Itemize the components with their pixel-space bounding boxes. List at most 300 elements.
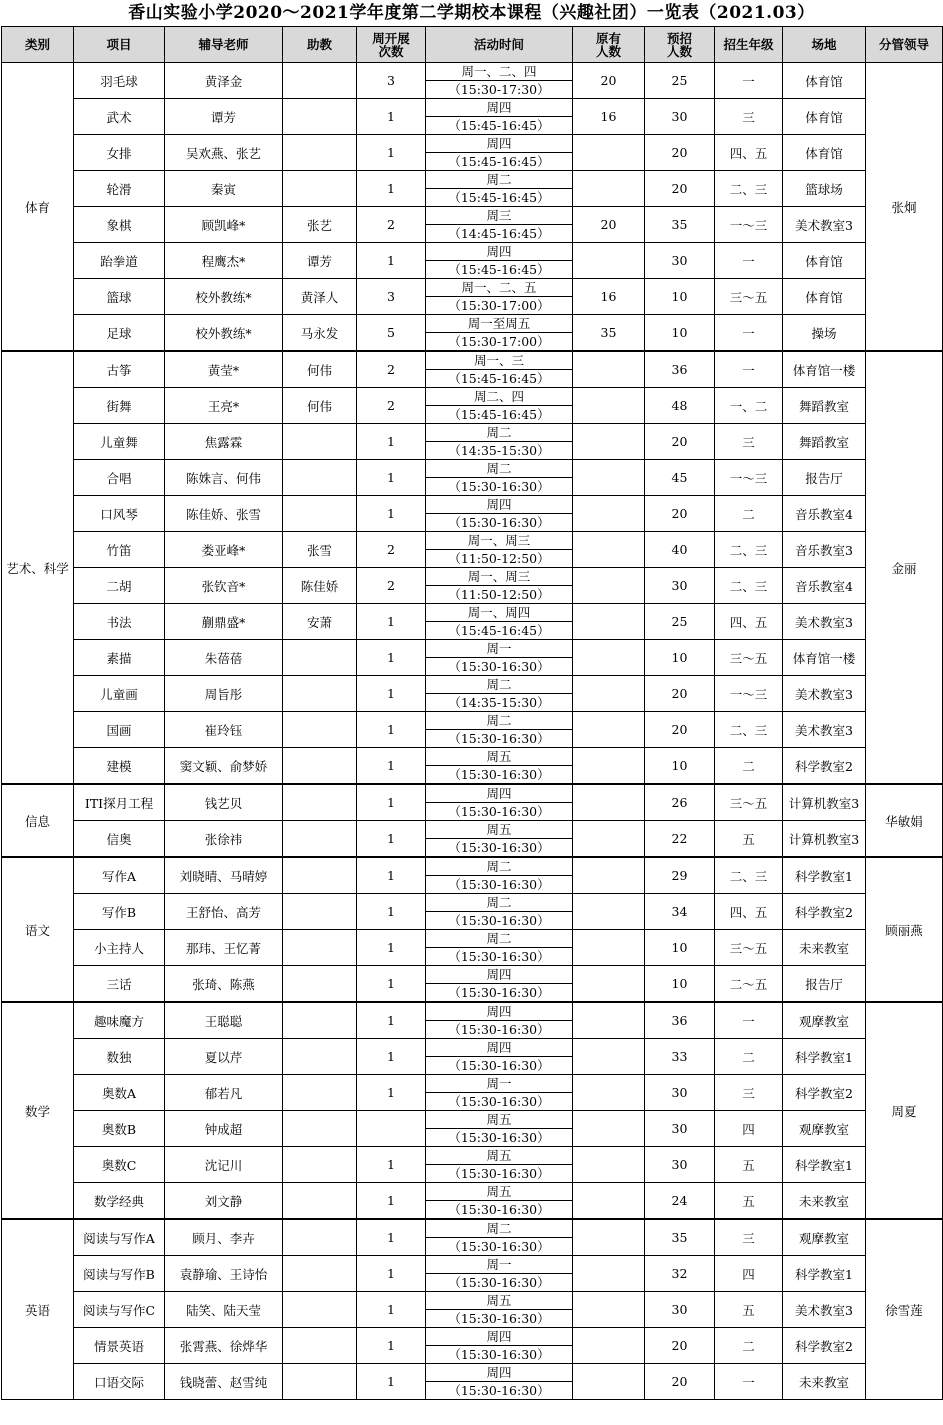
project-cell: 象棋 [74,207,165,243]
assistant-cell [283,1183,357,1220]
teacher-cell: 张钦音* [165,568,283,604]
plan-count-cell: 34 [645,894,715,930]
times-cell: 2 [357,388,426,424]
project-cell: 街舞 [74,388,165,424]
teacher-cell: 崔玲钰 [165,712,283,748]
time-cell [426,207,573,243]
teacher-cell: 张徐祎 [165,821,283,858]
plan-count-cell: 36 [645,1002,715,1039]
venue-cell: 科学教室1 [783,1256,866,1292]
time-hours: （15:30-16:30） [448,913,550,928]
plan-count-cell: 40 [645,532,715,568]
times-cell: 5 [357,315,426,352]
assistant-cell [283,821,357,858]
plan-count-cell: 20 [645,1328,715,1364]
grade-cell: 四、五 [715,135,783,171]
table-row [2,207,943,243]
header-times: 周开展次数 [357,27,426,63]
teacher-cell: 郁若凡 [165,1075,283,1111]
table-row [2,966,943,1003]
assistant-cell [283,1364,357,1400]
time-hours: （15:45-16:45） [448,371,550,386]
orig-count-cell [573,784,645,821]
venue-cell: 操场 [783,315,866,352]
venue-cell: 美术教室3 [783,1292,866,1328]
time-hours: （14:45-16:45） [448,226,550,241]
venue-cell: 音乐教室4 [783,496,866,532]
table-row [2,894,943,930]
table-row [2,1002,943,1039]
course-table [1,26,943,1400]
time-hours: （15:30-16:30） [448,1058,550,1073]
grade-cell: 五 [715,1292,783,1328]
venue-cell: 体育馆一楼 [783,640,866,676]
project-cell: 阅读与写作B [74,1256,165,1292]
venue-cell: 音乐教室4 [783,568,866,604]
orig-count-cell [573,640,645,676]
time-hours: （15:30-16:30） [448,949,550,964]
time-day: 周二 [426,894,572,912]
time-day: 周四 [426,1364,572,1382]
assistant-cell [283,1328,357,1364]
plan-count-cell: 20 [645,171,715,207]
category-cell: 语文 [2,857,74,1002]
project-cell: 小主持人 [74,930,165,966]
table-row [2,604,943,640]
category-cell: 信息 [2,784,74,857]
table-row [2,496,943,532]
plan-count-cell: 22 [645,821,715,858]
plan-count-cell: 29 [645,857,715,894]
time-day: 周五 [426,1183,572,1201]
orig-count-cell [573,1111,645,1147]
table-row [2,930,943,966]
time-cell [426,894,573,930]
assistant-cell: 马永发 [283,315,357,352]
times-cell: 1 [357,821,426,858]
orig-count-cell: 20 [573,207,645,243]
plan-count-cell: 20 [645,496,715,532]
grade-cell: 三 [715,99,783,135]
plan-count-cell: 20 [645,1364,715,1400]
project-cell: 轮滑 [74,171,165,207]
table-row [2,1075,943,1111]
grade-cell: 二、三 [715,857,783,894]
plan-count-cell: 25 [645,63,715,99]
teacher-cell: 程鹰杰* [165,243,283,279]
teacher-cell: 蒯鼎盛* [165,604,283,640]
project-cell: 写作A [74,857,165,894]
grade-cell: 二、三 [715,532,783,568]
time-hours: （15:45-16:45） [448,623,550,638]
teacher-cell: 刘文静 [165,1183,283,1220]
venue-cell: 体育馆 [783,279,866,315]
orig-count-cell [573,135,645,171]
times-cell: 1 [357,1292,426,1328]
grade-cell: 一 [715,63,783,99]
venue-cell: 美术教室3 [783,676,866,712]
venue-cell: 篮球场 [783,171,866,207]
plan-count-cell: 24 [645,1183,715,1220]
time-cell [426,640,573,676]
time-day: 周五 [426,1111,572,1129]
time-day: 周四 [426,1003,572,1021]
time-hours: （15:45-16:45） [448,154,550,169]
time-day: 周四 [426,99,572,117]
plan-count-cell: 25 [645,604,715,640]
assistant-cell [283,63,357,99]
project-cell: 信奥 [74,821,165,858]
assistant-cell [283,1111,357,1147]
times-cell: 2 [357,532,426,568]
header-plan: 预招人数 [645,27,715,63]
plan-count-cell: 20 [645,135,715,171]
venue-cell: 舞蹈教室 [783,388,866,424]
time-cell [426,1364,573,1400]
time-cell [426,63,573,99]
grade-cell: 一 [715,351,783,388]
table-row [2,351,943,388]
time-hours: （15:30-16:30） [448,1166,550,1181]
assistant-cell [283,1256,357,1292]
times-cell: 3 [357,279,426,315]
grade-cell: 二 [715,1328,783,1364]
grade-cell: 四、五 [715,894,783,930]
time-day: 周四 [426,243,572,261]
time-cell [426,1256,573,1292]
grade-cell: 二 [715,748,783,785]
header-time: 活动时间 [426,27,573,63]
leader-cell: 徐雪莲 [866,1219,943,1400]
orig-count-cell [573,1002,645,1039]
project-cell: 二胡 [74,568,165,604]
times-cell: 1 [357,1219,426,1256]
time-day: 周五 [426,821,572,839]
project-cell: 篮球 [74,279,165,315]
plan-count-cell: 30 [645,1292,715,1328]
time-day: 周五 [426,748,572,766]
venue-cell: 音乐教室3 [783,532,866,568]
time-cell [426,460,573,496]
grade-cell: 一～三 [715,676,783,712]
teacher-cell: 陆笑、陆天莹 [165,1292,283,1328]
times-cell: 1 [357,424,426,460]
table-row [2,1039,943,1075]
project-cell: 素描 [74,640,165,676]
time-day: 周一至周五 [426,315,572,333]
orig-count-cell [573,894,645,930]
orig-count-cell: 16 [573,99,645,135]
table-row [2,460,943,496]
project-cell: 儿童舞 [74,424,165,460]
orig-count-cell [573,532,645,568]
project-cell: 奥数B [74,1111,165,1147]
category-cell: 数学 [2,1002,74,1219]
table-row [2,1111,943,1147]
table-row [2,784,943,821]
teacher-cell: 张琦、陈燕 [165,966,283,1003]
venue-cell: 科学教室1 [783,1039,866,1075]
project-cell: 写作B [74,894,165,930]
assistant-cell: 安萧 [283,604,357,640]
venue-cell: 观摩教室 [783,1111,866,1147]
time-cell [426,1111,573,1147]
orig-count-cell [573,171,645,207]
times-cell: 1 [357,1364,426,1400]
assistant-cell: 何伟 [283,351,357,388]
times-cell: 1 [357,784,426,821]
project-cell: 竹笛 [74,532,165,568]
time-cell [426,351,573,388]
times-cell: 1 [357,171,426,207]
project-cell: 奥数A [74,1075,165,1111]
grade-cell: 二、三 [715,712,783,748]
assistant-cell: 黄泽人 [283,279,357,315]
plan-count-cell: 10 [645,315,715,352]
grade-cell: 四、五 [715,604,783,640]
grade-cell: 一 [715,315,783,352]
teacher-cell: 王聪聪 [165,1002,283,1039]
time-cell [426,171,573,207]
project-cell: 情景英语 [74,1328,165,1364]
times-cell: 1 [357,1328,426,1364]
header-leader: 分管领导 [866,27,943,63]
teacher-cell: 钟成超 [165,1111,283,1147]
grade-cell: 二～五 [715,966,783,1003]
time-day: 周一、周四 [426,604,572,622]
venue-cell: 科学教室2 [783,894,866,930]
leader-cell: 金丽 [866,351,943,784]
times-cell: 1 [357,676,426,712]
plan-count-cell: 30 [645,1147,715,1183]
time-day: 周一、三 [426,352,572,370]
teacher-cell: 王舒怡、高芳 [165,894,283,930]
time-hours: （15:30-16:30） [448,985,550,1000]
grade-cell: 五 [715,1147,783,1183]
time-day: 周一、周三 [426,568,572,586]
plan-count-cell: 32 [645,1256,715,1292]
venue-cell: 观摩教室 [783,1002,866,1039]
venue-cell: 科学教室2 [783,1328,866,1364]
time-cell [426,1147,573,1183]
time-cell [426,315,573,352]
time-cell [426,857,573,894]
assistant-cell [283,857,357,894]
time-cell [426,1075,573,1111]
orig-count-cell [573,821,645,858]
teacher-cell: 校外教练* [165,279,283,315]
project-cell: 口风琴 [74,496,165,532]
times-cell: 1 [357,1075,426,1111]
time-cell [426,930,573,966]
time-cell [426,1183,573,1220]
assistant-cell [283,1075,357,1111]
time-cell [426,424,573,460]
project-cell: 合唱 [74,460,165,496]
orig-count-cell: 35 [573,315,645,352]
grade-cell: 五 [715,1183,783,1220]
project-cell: 足球 [74,315,165,352]
assistant-cell [283,930,357,966]
venue-cell: 舞蹈教室 [783,424,866,460]
project-cell: 数学经典 [74,1183,165,1220]
project-cell: 书法 [74,604,165,640]
times-cell: 1 [357,894,426,930]
table-row [2,63,943,99]
project-cell: 三话 [74,966,165,1003]
venue-cell: 体育馆 [783,99,866,135]
venue-cell: 计算机教室3 [783,821,866,858]
table-row [2,712,943,748]
table-row [2,1292,943,1328]
teacher-cell: 钱艺贝 [165,784,283,821]
venue-cell: 未来教室 [783,930,866,966]
table-row [2,748,943,785]
time-day: 周一、周三 [426,532,572,550]
plan-count-cell: 10 [645,640,715,676]
header-category: 类别 [2,27,74,63]
times-cell: 1 [357,748,426,785]
table-row [2,568,943,604]
venue-cell: 未来教室 [783,1364,866,1400]
teacher-cell: 吴欢燕、张艺 [165,135,283,171]
assistant-cell [283,424,357,460]
times-cell: 3 [357,63,426,99]
orig-count-cell [573,604,645,640]
time-day: 周一 [426,1075,572,1093]
orig-count-cell [573,460,645,496]
venue-cell: 美术教室3 [783,604,866,640]
orig-count-cell [573,1328,645,1364]
times-cell: 1 [357,640,426,676]
page-title: 香山实验小学2020～2021学年度第二学期校本课程（兴趣社团）一览表（2021.03） [128,3,815,23]
plan-count-cell: 10 [645,930,715,966]
time-day: 周一 [426,640,572,658]
table-row [2,532,943,568]
project-cell: 跆拳道 [74,243,165,279]
venue-cell: 科学教室1 [783,1147,866,1183]
assistant-cell [283,135,357,171]
time-cell [426,1219,573,1256]
times-cell [357,1111,426,1147]
time-hours: （15:30-16:30） [448,1202,550,1217]
times-cell: 1 [357,712,426,748]
grade-cell: 一 [715,243,783,279]
time-day: 周四 [426,1039,572,1057]
plan-count-cell: 20 [645,712,715,748]
teacher-cell: 周旨彤 [165,676,283,712]
table-row [2,243,943,279]
table-row [2,135,943,171]
project-cell: 奥数C [74,1147,165,1183]
times-cell: 1 [357,99,426,135]
orig-count-cell [573,424,645,460]
time-day: 周二 [426,460,572,478]
time-hours: （15:30-16:30） [448,1022,550,1037]
table-row [2,315,943,352]
time-hours: （15:30-17:00） [448,334,550,349]
plan-count-cell: 10 [645,279,715,315]
grade-cell: 一 [715,1364,783,1400]
teacher-cell: 朱蓓蓓 [165,640,283,676]
time-day: 周五 [426,1147,572,1165]
teacher-cell: 袁静瑜、王诗怡 [165,1256,283,1292]
times-cell: 1 [357,930,426,966]
time-cell [426,279,573,315]
venue-cell: 科学教室2 [783,1075,866,1111]
header-teacher: 辅导老师 [165,27,283,63]
time-hours: （14:35-15:30） [448,695,550,710]
time-cell [426,99,573,135]
teacher-cell: 陈姝言、何伟 [165,460,283,496]
time-cell [426,821,573,858]
assistant-cell [283,748,357,785]
times-cell: 1 [357,857,426,894]
assistant-cell [283,1292,357,1328]
teacher-cell: 沈记川 [165,1147,283,1183]
time-day: 周二 [426,171,572,189]
leader-cell: 顾丽燕 [866,857,943,1002]
time-hours: （15:30-17:00） [448,298,550,313]
venue-cell: 美术教室3 [783,207,866,243]
times-cell: 1 [357,604,426,640]
teacher-cell: 那玮、王忆菁 [165,930,283,966]
assistant-cell [283,966,357,1003]
time-hours: （15:30-16:30） [448,1383,550,1398]
orig-count-cell [573,1364,645,1400]
time-hours: （11:50-12:50） [448,551,550,566]
project-cell: 趣味魔方 [74,1002,165,1039]
time-hours: （15:45-16:45） [448,407,550,422]
times-cell: 1 [357,1002,426,1039]
table-row [2,1147,943,1183]
assistant-cell [283,99,357,135]
venue-cell: 体育馆 [783,63,866,99]
category-cell: 体育 [2,63,74,352]
time-hours: （15:30-16:30） [448,1347,550,1362]
orig-count-cell: 16 [573,279,645,315]
times-cell: 2 [357,207,426,243]
time-cell [426,1328,573,1364]
time-day: 周二 [426,930,572,948]
time-day: 周二、四 [426,388,572,406]
time-day: 周五 [426,1292,572,1310]
plan-count-cell: 30 [645,1111,715,1147]
grade-cell: 三 [715,1075,783,1111]
plan-count-cell: 30 [645,568,715,604]
time-hours: （15:45-16:45） [448,262,550,277]
time-cell [426,135,573,171]
time-cell [426,1292,573,1328]
teacher-cell: 黄泽金 [165,63,283,99]
table-row [2,99,943,135]
table-row [2,857,943,894]
grade-cell: 三～五 [715,784,783,821]
time-day: 周二 [426,676,572,694]
grade-cell: 二 [715,496,783,532]
assistant-cell [283,171,357,207]
time-day: 周四 [426,966,572,984]
plan-count-cell: 30 [645,99,715,135]
leader-cell: 华敏娟 [866,784,943,857]
teacher-cell: 校外教练* [165,315,283,352]
time-hours: （15:30-16:30） [448,659,550,674]
leader-cell: 周夏 [866,1002,943,1219]
time-day: 周二 [426,1220,572,1238]
header-orig: 原有人数 [573,27,645,63]
orig-count-cell [573,712,645,748]
time-hours: （15:30-16:30） [448,515,550,530]
